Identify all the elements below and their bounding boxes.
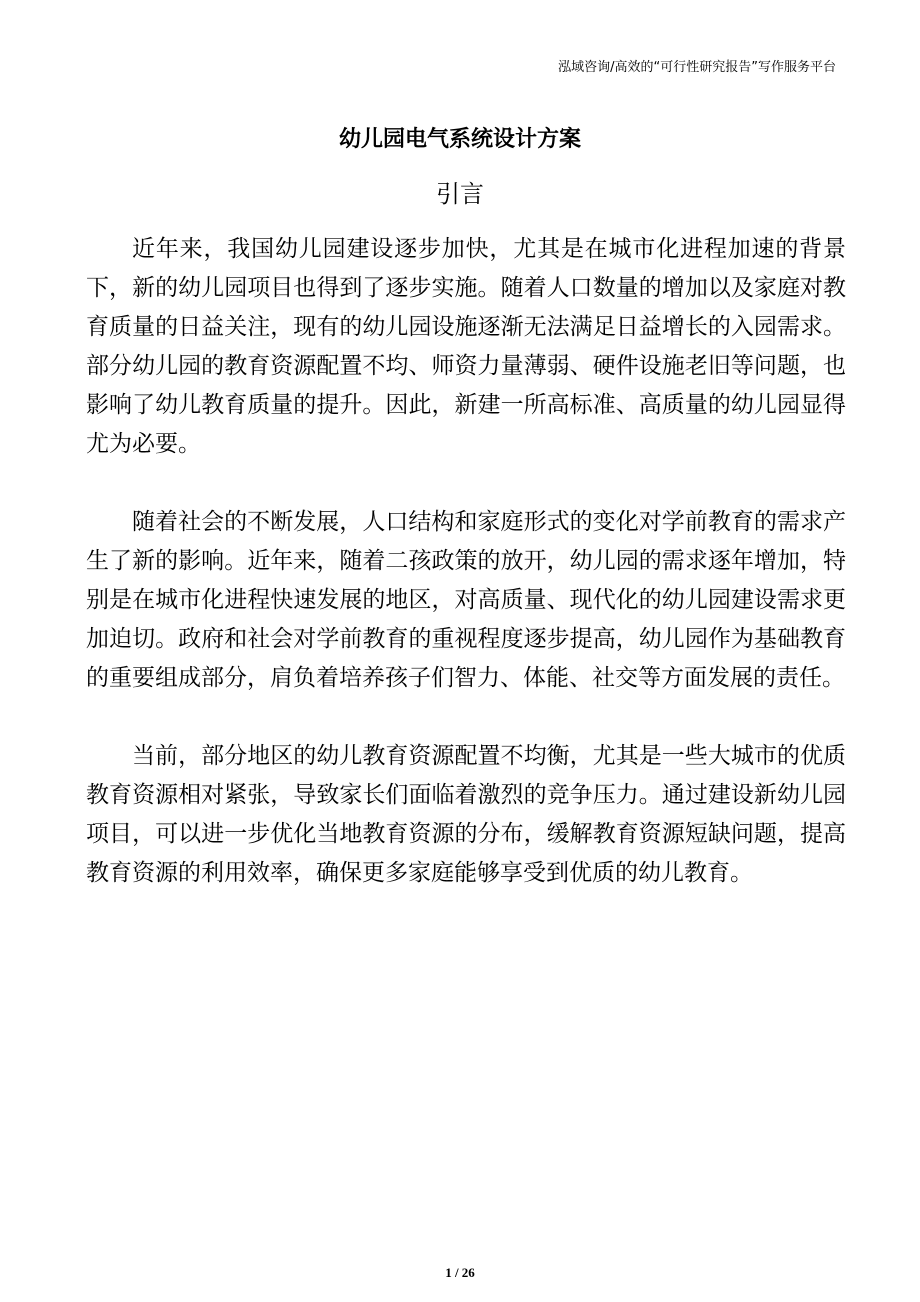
page-header-note: 泓域咨询/高效的“可行性研究报告”写作服务平台: [558, 60, 836, 75]
document-body: [86, 230, 846, 932]
paragraph: 当前，部分地区的幼儿教育资源配置不均衡，尤其是一些大城市的优质教育资源相对紧张，导致家长们面临着激烈的竞争压力。通过建设新幼儿园项目，可以进一步优化当地教育资源的分布，缓解教育资源短缺问题，提高教育资源的利用效率，确保更多家庭能够享受到优质的幼儿教育。: [86, 743, 846, 886]
paragraph: 近年来，我国幼儿园建设逐步加快，尤其是在城市化进程加速的背景下，新的幼儿园项目也得到了逐步实施。随着人口数量的增加以及家庭对教育质量的日益关注，现有的幼儿园设施逐渐无法满足日益增长的入园需求。部分幼儿园的教育资源配置不均、师资力量薄弱、硬件设施老旧等问题，也影响了幼儿教育质量的提升。因此，新建一所高标准、高质量的幼儿园显得尤为必要。: [86, 236, 846, 457]
paragraph: 随着社会的不断发展，人口结构和家庭形式的变化对学前教育的需求产生了新的影响。近年来，随着二孩政策的放开，幼儿园的需求逐年增加，特别是在城市化进程快速发展的地区，对高质量、现代化的幼儿园建设需求更加迫切。政府和社会对学前教育的重视程度逐步提高，幼儿园作为基础教育的重要组成部分，肩负着培养孩子们智力、体能、社交等方面发展的责任。: [86, 509, 846, 691]
section-heading: 引言: [436, 180, 484, 208]
document-title: 幼儿园电气系统设计方案: [338, 127, 581, 152]
page-number: 1 / 26: [445, 1265, 475, 1280]
